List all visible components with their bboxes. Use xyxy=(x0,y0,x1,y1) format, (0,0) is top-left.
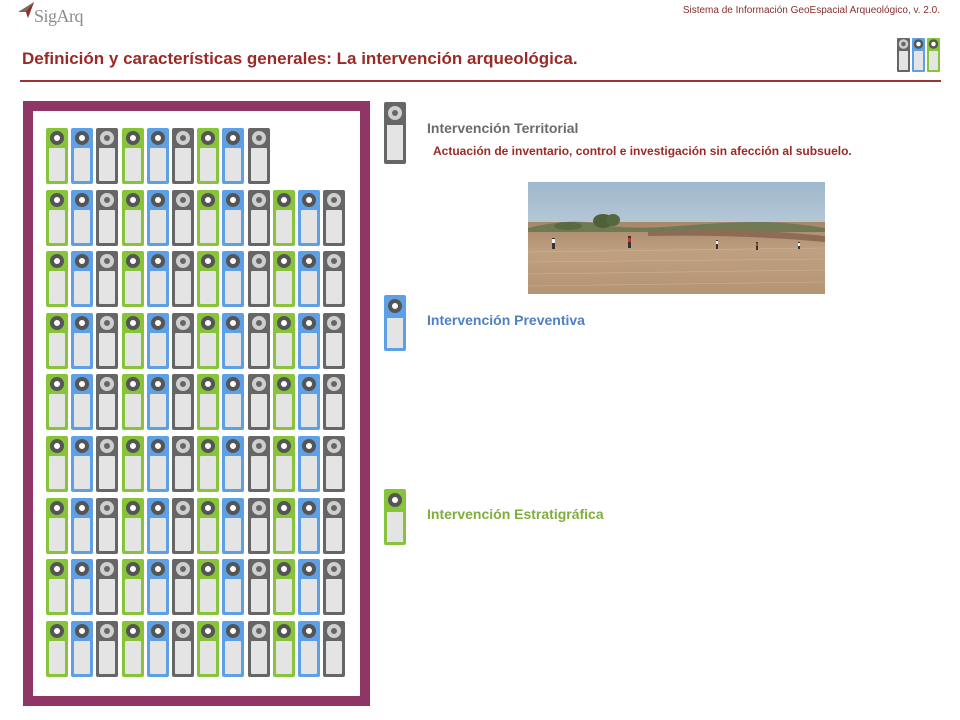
blue-card-icon xyxy=(71,374,93,430)
field-survey-photo xyxy=(528,182,825,294)
gray-card-icon xyxy=(248,436,270,492)
territorial-description: Actuación de inventario, control e investigación sin afección al subsuelo. xyxy=(433,144,852,158)
gray-card-icon xyxy=(323,190,345,246)
blue-card-icon xyxy=(71,313,93,369)
gray-card-icon xyxy=(323,374,345,430)
blue-card-icon xyxy=(71,190,93,246)
gray-card-icon xyxy=(172,374,194,430)
green-card-icon xyxy=(273,374,295,430)
green-card-icon xyxy=(46,498,68,554)
gray-card-icon xyxy=(323,436,345,492)
blue-card-icon xyxy=(147,190,169,246)
sigarq-logo xyxy=(18,2,98,28)
gray-card-icon xyxy=(248,313,270,369)
blue-card-icon xyxy=(71,251,93,307)
blue-card-icon xyxy=(222,559,244,615)
gray-card-icon xyxy=(248,190,270,246)
gray-card-icon xyxy=(323,251,345,307)
green-card-icon xyxy=(273,436,295,492)
gray-card-icon xyxy=(96,498,118,554)
blue-card-icon xyxy=(298,374,320,430)
blue-card-icon xyxy=(222,498,244,554)
gray-card-icon xyxy=(248,251,270,307)
gray-card-icon xyxy=(248,498,270,554)
gray-card-icon xyxy=(248,621,270,677)
gray-card-icon xyxy=(248,128,270,184)
page-title: Definición y características generales: La intervención arqueológica. xyxy=(22,49,578,68)
blue-card-icon xyxy=(71,128,93,184)
blue-card-icon xyxy=(222,128,244,184)
green-card-icon xyxy=(197,374,219,430)
gray-card-icon xyxy=(248,559,270,615)
section-title-estratigrafica: Intervención Estratigráfica xyxy=(427,506,604,522)
green-card-icon xyxy=(273,559,295,615)
green-card-icon xyxy=(46,436,68,492)
territorial-card-icon xyxy=(384,102,406,164)
blue-card-icon xyxy=(222,621,244,677)
green-card-icon xyxy=(122,190,144,246)
blue-card-icon xyxy=(71,621,93,677)
green-card-icon xyxy=(122,313,144,369)
blue-card-icon xyxy=(222,436,244,492)
gray-card-icon xyxy=(172,559,194,615)
preventiva-card-icon xyxy=(384,295,406,351)
card-trio-icon xyxy=(896,37,942,73)
blue-card-icon xyxy=(71,559,93,615)
blue-card-icon xyxy=(147,313,169,369)
green-card-icon xyxy=(46,621,68,677)
blue-card-icon xyxy=(298,436,320,492)
system-name: Sistema de Información GeoEspacial Arqueológico, v. 2.0. xyxy=(682,5,940,16)
intervention-card-grid xyxy=(23,101,370,706)
blue-card-icon xyxy=(147,374,169,430)
green-card-icon xyxy=(122,128,144,184)
gray-card-icon xyxy=(323,313,345,369)
gray-card-icon xyxy=(323,621,345,677)
green-card-icon xyxy=(197,313,219,369)
green-card-icon xyxy=(197,190,219,246)
green-card-icon xyxy=(122,559,144,615)
gray-card-icon xyxy=(172,498,194,554)
blue-card-icon xyxy=(147,128,169,184)
blue-card-icon xyxy=(298,498,320,554)
gray-card-icon xyxy=(172,128,194,184)
title-divider xyxy=(20,80,941,82)
green-card-icon xyxy=(46,251,68,307)
blue-card-icon xyxy=(298,559,320,615)
gray-card-icon xyxy=(96,190,118,246)
estratigrafica-card-icon xyxy=(384,489,406,545)
blue-card-icon xyxy=(298,621,320,677)
green-card-icon xyxy=(122,374,144,430)
green-card-icon xyxy=(273,190,295,246)
green-card-icon xyxy=(197,621,219,677)
blue-card-icon xyxy=(298,190,320,246)
gray-card-icon xyxy=(96,128,118,184)
gray-card-icon xyxy=(323,559,345,615)
gray-card-icon xyxy=(96,559,118,615)
green-card-icon xyxy=(46,190,68,246)
green-card-icon xyxy=(273,498,295,554)
blue-card-icon xyxy=(147,621,169,677)
green-card-icon xyxy=(197,128,219,184)
green-card-icon xyxy=(197,251,219,307)
blue-card-icon xyxy=(222,190,244,246)
blue-card-icon xyxy=(147,498,169,554)
gray-card-icon xyxy=(96,374,118,430)
blue-card-icon xyxy=(147,559,169,615)
blue-card-icon xyxy=(147,436,169,492)
section-title-territorial: Intervención Territorial xyxy=(427,120,579,136)
green-card-icon xyxy=(46,128,68,184)
gray-card-icon xyxy=(172,190,194,246)
green-card-icon xyxy=(46,559,68,615)
green-card-icon xyxy=(122,251,144,307)
blue-card-icon xyxy=(71,436,93,492)
gray-card-icon xyxy=(96,251,118,307)
card-grid-canvas xyxy=(33,111,360,696)
green-card-icon xyxy=(273,251,295,307)
green-card-icon xyxy=(122,436,144,492)
blue-card-icon xyxy=(222,374,244,430)
gray-card-icon xyxy=(172,313,194,369)
gray-card-icon xyxy=(172,251,194,307)
green-card-icon xyxy=(197,498,219,554)
blue-card-icon xyxy=(298,313,320,369)
gray-card-icon xyxy=(172,621,194,677)
gray-card-icon xyxy=(172,436,194,492)
section-title-preventiva: Intervención Preventiva xyxy=(427,312,585,328)
green-card-icon xyxy=(122,498,144,554)
gray-card-icon xyxy=(96,313,118,369)
gray-card-icon xyxy=(96,621,118,677)
green-card-icon xyxy=(273,621,295,677)
green-card-icon xyxy=(273,313,295,369)
gray-card-icon xyxy=(248,374,270,430)
green-card-icon xyxy=(122,621,144,677)
blue-card-icon xyxy=(222,251,244,307)
green-card-icon xyxy=(197,559,219,615)
logo-text: SigArq xyxy=(34,6,84,26)
green-card-icon xyxy=(46,374,68,430)
blue-card-icon xyxy=(222,313,244,369)
gray-card-icon xyxy=(323,498,345,554)
green-card-icon xyxy=(46,313,68,369)
blue-card-icon xyxy=(298,251,320,307)
blue-card-icon xyxy=(147,251,169,307)
blue-card-icon xyxy=(71,498,93,554)
gray-card-icon xyxy=(96,436,118,492)
green-card-icon xyxy=(197,436,219,492)
